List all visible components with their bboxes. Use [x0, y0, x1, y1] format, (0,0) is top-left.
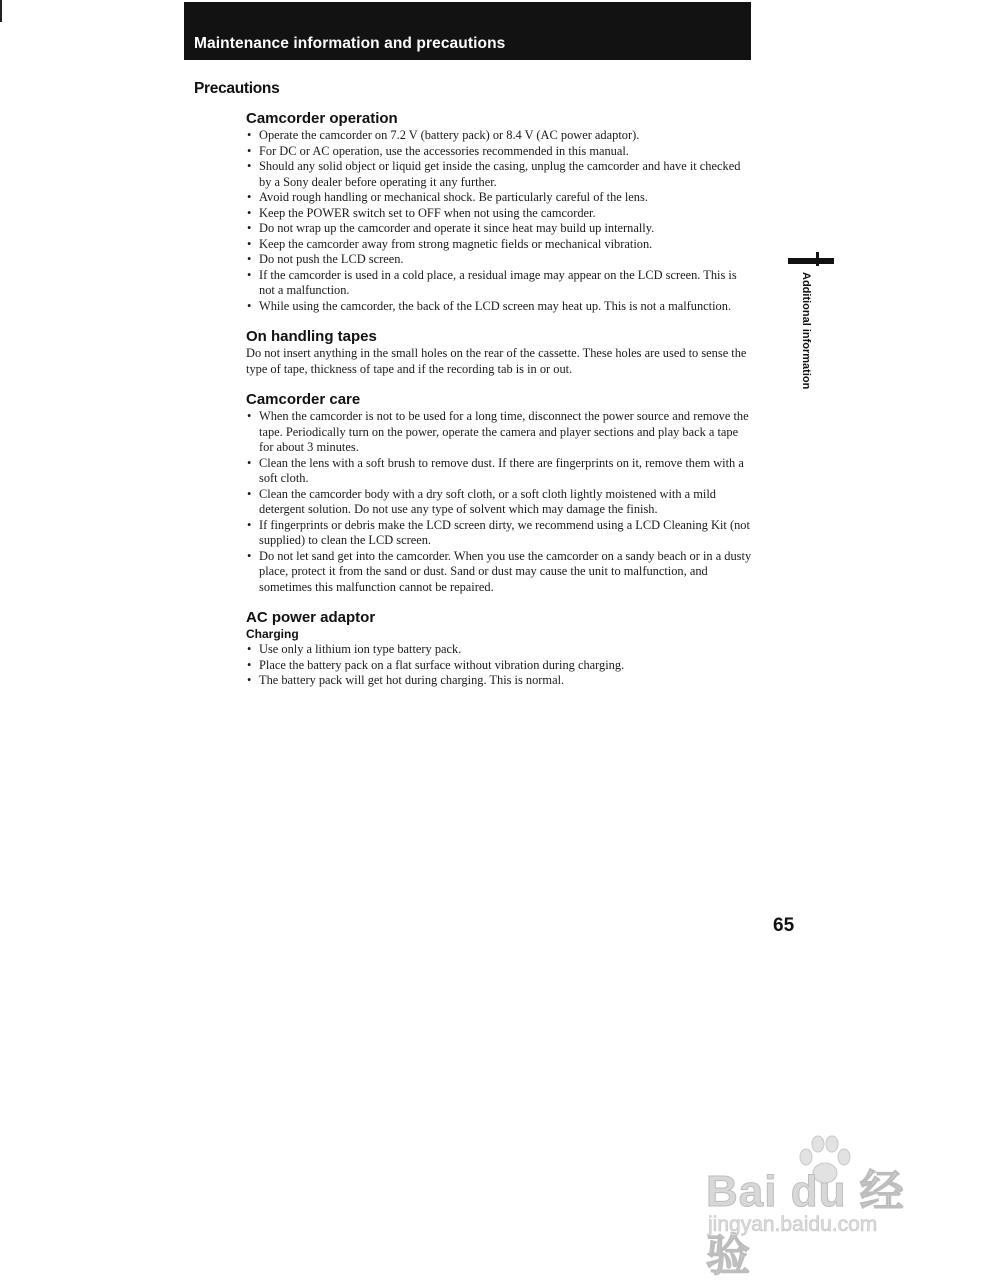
- sub-heading: Charging: [246, 627, 299, 641]
- list-item: • Do not wrap up the camcorder and operate it since heat may build up internally.: [246, 221, 754, 237]
- list-item: • Keep the POWER switch set to OFF when not using the camcorder.: [246, 206, 754, 222]
- bullet-list: [246, 128, 754, 314]
- list-item: • Use only a lithium ion type battery pack.: [246, 642, 754, 658]
- section-camcorder-operation: [246, 110, 754, 314]
- list-item: • Clean the lens with a soft brush to remove dust. If there are fingerprints on it, remove them with a soft cloth.: [246, 456, 754, 487]
- page-header-bar: [184, 2, 751, 60]
- section-heading: AC power adaptor: [246, 609, 376, 626]
- watermark-logo: Bai du 经验: [706, 1167, 905, 1280]
- side-tab-label: Additional information: [800, 272, 812, 390]
- section-ac-power-adaptor: [246, 609, 754, 689]
- list-item: • Do not let sand get into the camcorder. When you use the camcorder on a sandy beach or in a dusty place, protect it from the sand or dust. Sand or dust may cause the unit to malfunction, and sometimes this malfunction cannot be repaired.: [246, 549, 754, 596]
- section-paragraph: Do not insert anything in the small holes on the rear of the cassette. These holes are used to sense the type of tape, thickness of tape and if the recording tab is in or out.: [246, 346, 747, 376]
- section-heading: Camcorder operation: [246, 110, 398, 127]
- section-heading: On handling tapes: [246, 328, 377, 345]
- list-item: • While using the camcorder, the back of the LCD screen may heat up. This is not a malfunction.: [246, 299, 754, 315]
- side-tab-marker-tick: [816, 252, 819, 266]
- list-item: • Keep the camcorder away from strong magnetic fields or mechanical vibration.: [246, 237, 754, 253]
- list-item: • For DC or AC operation, use the accessories recommended in this manual.: [246, 144, 754, 160]
- side-tab: [788, 258, 836, 408]
- list-item: • Should any solid object or liquid get inside the casing, unplug the camcorder and have it checked by a Sony dealer before operating it any further.: [246, 159, 754, 190]
- list-item: • When the camcorder is not to be used for a long time, disconnect the power source and remove the tape. Periodically turn on the power, operate the camera and player sections and play back a tape for about 3 minutes.: [246, 409, 754, 456]
- list-item: • Clean the camcorder body with a dry soft cloth, or a soft cloth lightly moistened with a mild detergent solution. Do not use any type of solvent which may damage the finish.: [246, 487, 754, 518]
- list-item: • Do not push the LCD screen.: [246, 252, 754, 268]
- section-camcorder-care: [246, 391, 754, 595]
- page-content: [246, 110, 754, 703]
- baidu-watermark: [706, 1135, 946, 1280]
- list-item: • If fingerprints or debris make the LCD screen dirty, we recommend using a LCD Cleaning Kit (not supplied) to clean the LCD screen.: [246, 518, 754, 549]
- side-tab-marker: [788, 258, 834, 264]
- scan-edge-mark: [0, 0, 2, 22]
- bullet-list: [246, 409, 754, 595]
- watermark-url: jingyan.baidu.com: [708, 1213, 878, 1236]
- section-handling-tapes: [246, 328, 754, 377]
- list-item: • Operate the camcorder on 7.2 V (battery pack) or 8.4 V (AC power adaptor).: [246, 128, 754, 144]
- section-heading: Camcorder care: [246, 391, 361, 408]
- page-header-title: Maintenance information and precautions: [194, 35, 506, 52]
- bullet-list: [246, 642, 754, 689]
- page-number: 65: [773, 915, 795, 936]
- list-item: • The battery pack will get hot during charging. This is normal.: [246, 673, 754, 689]
- list-item: • If the camcorder is used in a cold place, a residual image may appear on the LCD screen. This is not a malfunction.: [246, 268, 754, 299]
- main-heading: Precautions: [194, 80, 280, 97]
- list-item: • Place the battery pack on a flat surface without vibration during charging.: [246, 658, 754, 674]
- list-item: • Avoid rough handling or mechanical shock. Be particularly careful of the lens.: [246, 190, 754, 206]
